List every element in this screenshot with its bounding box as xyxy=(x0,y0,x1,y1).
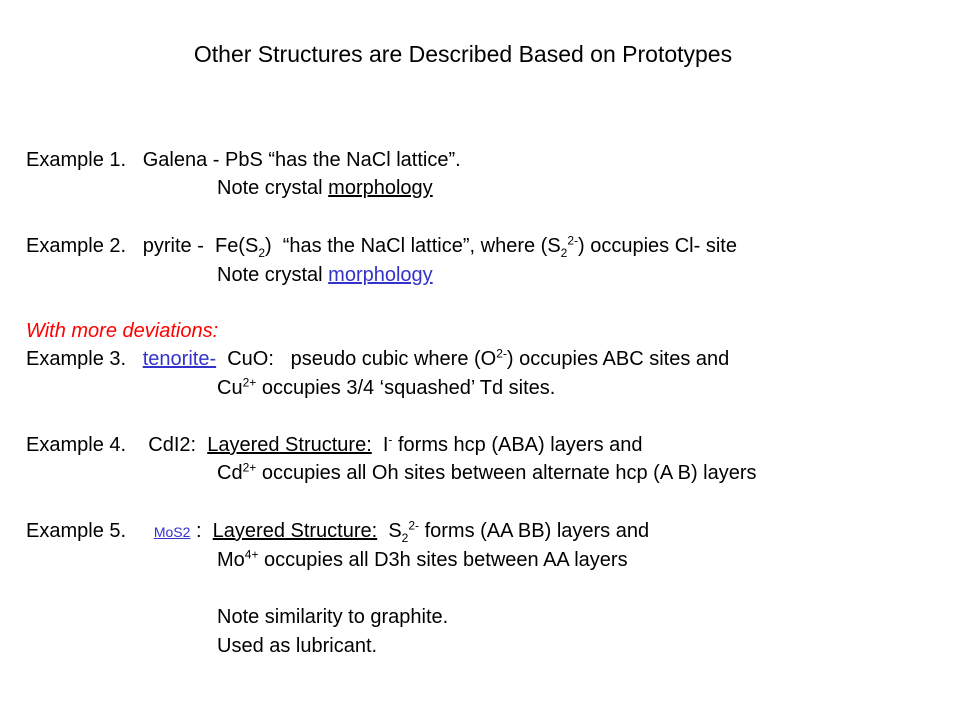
example-2-sup-b: 2- xyxy=(567,233,579,248)
example-5-line xyxy=(26,518,649,545)
example-4-label: Example 4. xyxy=(26,434,127,456)
example-3-text-a: CuO: pseudo cubic where (O xyxy=(216,348,497,370)
example-3-line-2 xyxy=(217,375,555,401)
example-3-sup: 2- xyxy=(496,346,507,361)
deviations-heading: With more deviations: xyxy=(26,320,219,342)
example-1-line xyxy=(26,147,461,173)
example-2-sub-b: 2 xyxy=(560,246,568,260)
example-3-text-b: ) occupies ABC sites and xyxy=(506,348,730,370)
example-5-mo: Mo xyxy=(217,549,245,571)
example-3-cu: Cu xyxy=(217,377,243,399)
example-1-note xyxy=(217,175,433,201)
example-3-cu-sup: 2+ xyxy=(242,375,257,390)
example-4-line-2-text: occupies all Oh sites between alternate hcp (A B) layers xyxy=(256,462,757,484)
example-5-mo-sup: 4+ xyxy=(244,547,259,562)
example-2-sub-a: 2 xyxy=(258,246,265,260)
morphology-link[interactable]: morphology xyxy=(328,264,433,286)
example-5-line-2 xyxy=(217,547,628,573)
layered-structure-text-2: Layered Structure: xyxy=(212,520,378,542)
example-2-note-text: Note crystal xyxy=(217,264,329,286)
example-4-text-b: I xyxy=(371,434,389,456)
example-2-note xyxy=(217,262,433,288)
example-3-line-2-text: occupies 3/4 ‘squashed’ Td sites. xyxy=(256,377,556,399)
example-4-line-2 xyxy=(217,460,757,486)
example-2-text-a: pyrite - Fe(S xyxy=(142,235,259,257)
layered-structure-text: Layered Structure: xyxy=(207,434,372,456)
example-5-text-c: forms (AA BB) layers and xyxy=(419,520,650,542)
example-1-text: Galena - PbS “has the NaCl lattice”. xyxy=(142,149,461,171)
example-2-label: Example 2. xyxy=(26,235,127,257)
slide-title: Other Structures are Described Based on Prototypes xyxy=(193,41,733,67)
mos2-link[interactable]: MoS2 xyxy=(153,524,191,540)
morphology-text: morphology xyxy=(328,177,433,199)
example-4-line xyxy=(26,432,643,458)
example-4-text-a: CdI2: xyxy=(148,434,208,456)
example-2-text-b: ) “has the NaCl lattice”, where (S xyxy=(265,235,561,257)
example-3-label: Example 3. xyxy=(26,348,127,370)
lubricant-note: Used as lubricant. xyxy=(217,635,378,657)
example-4-text-c: forms hcp (ABA) layers and xyxy=(392,434,643,456)
example-2-text-c: ) occupies Cl- site xyxy=(578,235,737,257)
example-5-label: Example 5. xyxy=(26,520,127,542)
example-1-label: Example 1. xyxy=(26,149,127,171)
example-1-note-text: Note crystal xyxy=(217,177,329,199)
example-4-sup: - xyxy=(388,432,393,447)
example-4-cd: Cd xyxy=(217,462,243,484)
example-3-line xyxy=(26,346,729,372)
graphite-note: Note similarity to graphite. xyxy=(217,606,449,628)
example-5-text-a: : xyxy=(190,520,213,542)
example-5-line-2-text: occupies all D3h sites between AA layers xyxy=(258,549,628,571)
example-4-cd-sup: 2+ xyxy=(242,460,257,475)
example-5-text-b: S xyxy=(377,520,402,542)
example-2-line xyxy=(26,233,737,259)
tenorite-link[interactable]: tenorite- xyxy=(142,348,217,370)
example-5-sup: 2- xyxy=(408,518,420,533)
example-5-sub: 2 xyxy=(401,531,409,545)
